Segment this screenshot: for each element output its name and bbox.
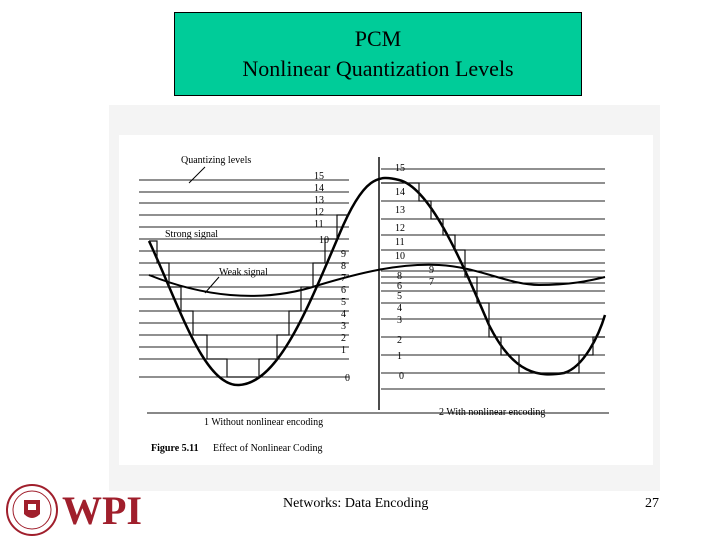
slide-title [174,12,582,96]
wpi-logo-text: WPI [62,488,142,533]
right-level-label: 15 [395,163,405,174]
right-level-label: 8 [397,271,402,282]
right-level-label: 3 [397,315,402,326]
figure-caption-label: Figure 5.11 [151,443,199,454]
left-level-label: 2 [341,333,346,344]
right-caption: 2 With nonlinear encoding [439,407,546,418]
right-level-label: 7 [429,277,434,288]
weak-signal-label: Weak signal [219,267,268,278]
slide-title-line-2: Nonlinear Quantization Levels [242,56,514,81]
right-level-label: 13 [395,205,405,216]
right-level-label: 0 [399,371,404,382]
left-level-label: 8 [341,261,346,272]
left-level-label: 5 [341,297,346,308]
figure-caption-text: Effect of Nonlinear Coding [213,443,323,454]
wpi-logo [4,482,144,538]
figure-paper [119,135,653,465]
right-level-label: 12 [395,223,405,234]
right-level-label: 9 [429,265,434,276]
left-level-label: 6 [341,285,346,296]
wpi-seal-icon [4,482,144,538]
right-level-label: 2 [397,335,402,346]
right-level-label: 14 [395,187,405,198]
figure-scan [109,105,660,491]
left-level-label: 3 [341,321,346,332]
left-level-label: 1 [341,345,346,356]
right-level-label: 1 [397,351,402,362]
right-level-label: 4 [397,303,402,314]
left-level-label: 4 [341,309,346,320]
left-level-label: 11 [314,219,324,230]
left-level-label: 10 [319,235,329,246]
right-level-label: 10 [395,251,405,262]
quantizing-levels-label: Quantizing levels [181,155,252,166]
page-number: 27 [645,496,659,511]
slide-title-line-1: PCM [354,26,402,51]
left-level-label: 9 [341,249,346,260]
left-level-label: 12 [314,207,324,218]
right-level-label: 6 [397,281,402,292]
footer-text: Networks: Data Encoding [283,496,429,511]
left-level-label: 0 [345,373,350,384]
left-level-label: 13 [314,195,324,206]
strong-signal-label: Strong signal [165,229,219,240]
left-caption: 1 Without nonlinear encoding [204,417,324,428]
right-level-label: 5 [397,291,402,302]
left-level-label: 7 [341,273,346,284]
left-level-label: 14 [314,183,324,194]
quantization-figure [109,105,660,491]
right-level-label: 11 [395,237,405,248]
left-level-label: 15 [314,171,324,182]
